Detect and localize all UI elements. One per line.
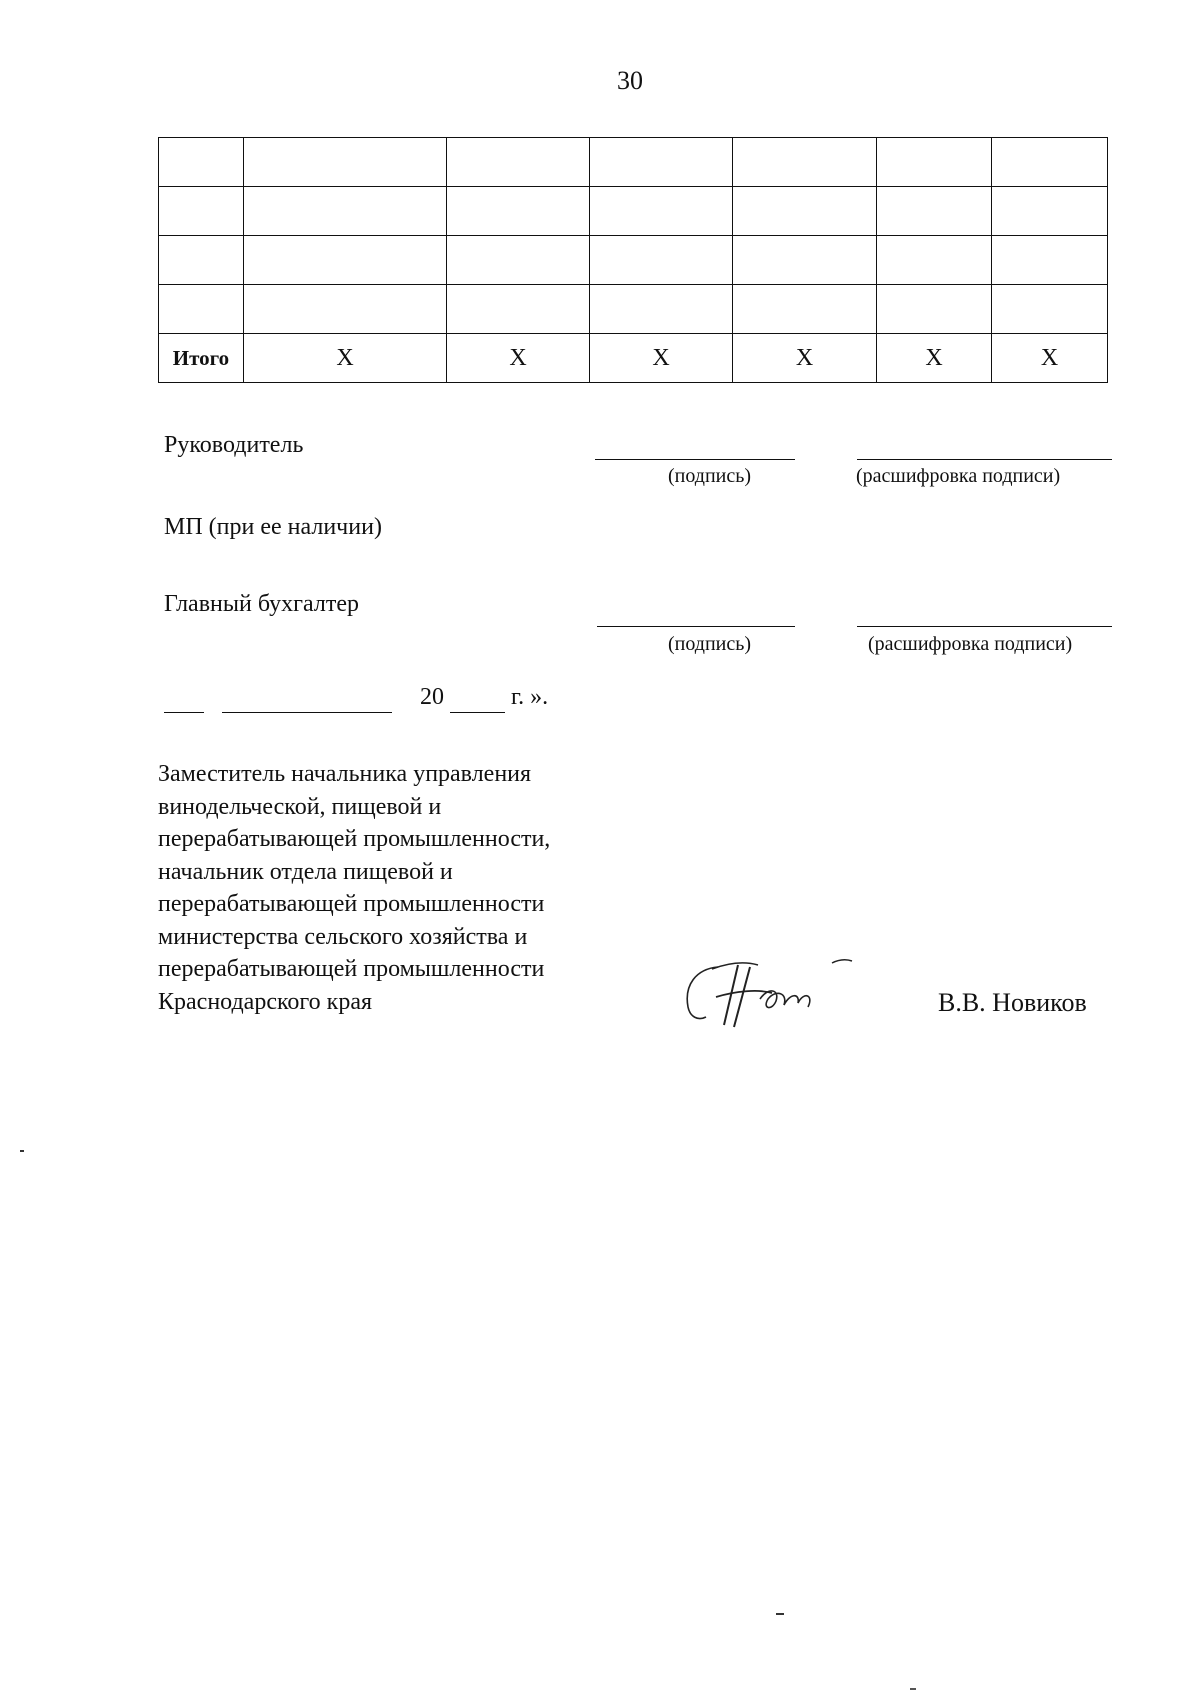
accountant-label: Главный бухгалтер bbox=[164, 591, 359, 617]
head-signature-line bbox=[595, 459, 795, 460]
total-label: Итого bbox=[159, 334, 244, 383]
official-title-block bbox=[158, 758, 678, 1018]
date-year-line bbox=[450, 712, 505, 713]
table-row bbox=[159, 236, 1108, 285]
table-cell bbox=[447, 138, 590, 187]
official-title-line: перерабатывающей промышленности bbox=[158, 891, 545, 917]
table-cell bbox=[244, 138, 447, 187]
table-cell bbox=[733, 285, 877, 334]
table-cell bbox=[159, 138, 244, 187]
table-cell bbox=[877, 138, 992, 187]
table-cell bbox=[447, 285, 590, 334]
table-cell bbox=[992, 138, 1108, 187]
official-title-line: винодельческой, пищевой и bbox=[158, 793, 442, 820]
report-table bbox=[158, 137, 1108, 383]
table-cell bbox=[733, 187, 877, 236]
table-cell bbox=[992, 187, 1108, 236]
official-title-line: министерства сельского хозяйства и bbox=[158, 923, 528, 950]
accountant-signature-line bbox=[597, 626, 795, 627]
official-title-line: Краснодарского края bbox=[158, 988, 373, 1015]
total-cell: Х bbox=[733, 334, 877, 383]
head-decode-caption: (расшифровка подписи) bbox=[856, 465, 1061, 487]
table-cell bbox=[447, 236, 590, 285]
stamp-label: МП (при ее наличии) bbox=[164, 514, 382, 540]
official-title-line: перерабатывающей промышленности, bbox=[158, 826, 551, 852]
table-row bbox=[159, 285, 1108, 334]
handwritten-signature bbox=[676, 955, 876, 1035]
accountant-signature-caption: (подпись) bbox=[668, 633, 752, 655]
table-body bbox=[159, 138, 1108, 383]
head-decode-line bbox=[857, 459, 1112, 460]
scan-speck bbox=[910, 1688, 916, 1690]
table-cell bbox=[733, 236, 877, 285]
table-cell bbox=[447, 187, 590, 236]
official-title-line: начальник отдела пищевой и bbox=[158, 858, 453, 885]
total-cell: Х bbox=[590, 334, 733, 383]
table-cell bbox=[992, 285, 1108, 334]
total-cell: Х bbox=[447, 334, 590, 383]
table-cell bbox=[877, 285, 992, 334]
table-row bbox=[159, 187, 1108, 236]
scan-speck bbox=[776, 1613, 784, 1615]
table-cell bbox=[877, 187, 992, 236]
table-cell bbox=[590, 187, 733, 236]
total-cell: Х bbox=[877, 334, 992, 383]
head-label: Руководитель bbox=[164, 432, 304, 458]
table-cell bbox=[244, 285, 447, 334]
date-day-line bbox=[164, 712, 204, 713]
accountant-decode-caption: (расшифровка подписи) bbox=[868, 633, 1073, 655]
table-cell bbox=[244, 236, 447, 285]
date-year-suffix: г. ». bbox=[511, 684, 549, 710]
total-cell: Х bbox=[992, 334, 1108, 383]
table-cell bbox=[992, 236, 1108, 285]
head-signature-caption: (подпись) bbox=[668, 465, 752, 487]
table-cell bbox=[733, 138, 877, 187]
accountant-decode-line bbox=[857, 626, 1112, 627]
table-cell bbox=[590, 236, 733, 285]
date-month-line bbox=[222, 712, 392, 713]
official-title-line: перерабатывающей промышленности bbox=[158, 956, 545, 982]
official-title-line: Заместитель начальника управления bbox=[158, 761, 532, 787]
table-row bbox=[159, 138, 1108, 187]
date-year-prefix: 20 bbox=[420, 684, 444, 710]
total-cell: Х bbox=[244, 334, 447, 383]
table-cell bbox=[159, 285, 244, 334]
table-cell bbox=[590, 138, 733, 187]
table-cell bbox=[244, 187, 447, 236]
official-name: В.В. Новиков bbox=[938, 988, 1087, 1017]
table-cell bbox=[159, 236, 244, 285]
total-row bbox=[159, 334, 1108, 383]
table-cell bbox=[877, 236, 992, 285]
table-cell bbox=[159, 187, 244, 236]
page-number: 30 bbox=[617, 66, 643, 95]
table-cell bbox=[590, 285, 733, 334]
scan-speck bbox=[20, 1150, 24, 1152]
